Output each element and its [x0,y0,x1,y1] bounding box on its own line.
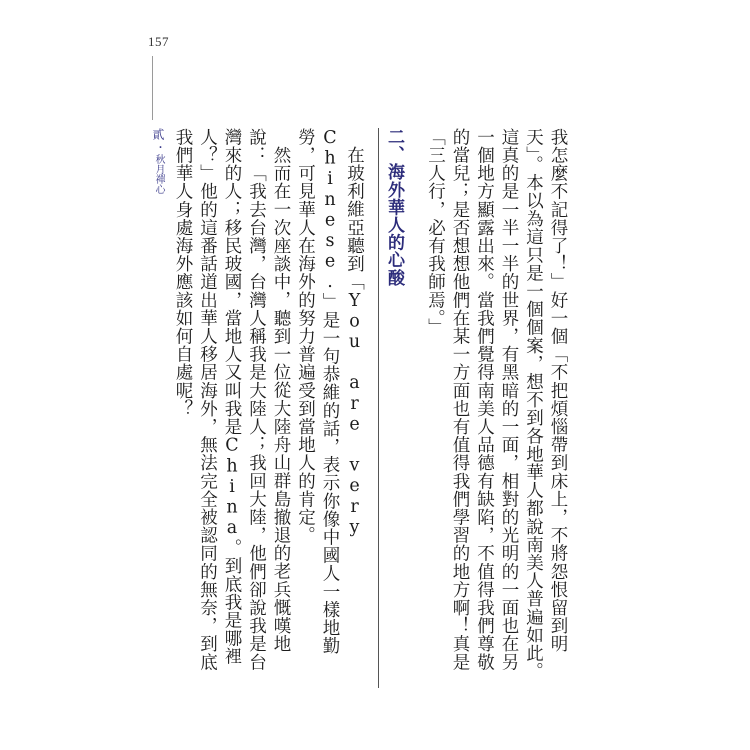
section-heading: 二、海外華人的心酸 [378,128,407,688]
paragraph: 然而在一次座談中，聽到一位從大陸舟山群島撤退的老兵慨嘆地說：「我去台灣，台灣人稱我是大陸人；我回大陸，他們卻說我是台灣來的人；移民玻國，當地人又叫我是China。到底我是哪裡人？」他的這番話道出華人移居海外，無法完全被認同的無奈，到底我們華人身處海外應該如何自處呢？ [173,128,291,671]
running-head-separator: ・ [153,142,164,152]
body-text [173,128,570,688]
running-head-section: 秋月禪心 [153,154,164,194]
paragraph: 在玻利維亞聽到「You are very Chinese.」是一句恭維的話，表示你像中國人一樣地勤勞，可見華人在海外的努力普遍受到當地人的肯定。 [295,128,365,655]
margin-rule [152,56,153,120]
running-head-chapter: 貳 [151,128,165,140]
running-head [142,128,166,194]
page-number: 157 [148,34,169,49]
paragraph-continued: 我怎麼不記得了！」好一個「不把煩惱帶到床上，不將怨恨留到明天」。本以為這只是一個個案，想不到各地華人都說南美人普遍如此。這真的是一半一半的世界，有黑暗的一面，相對的光明的一面也在另一個地方顯露出來。當我們覺得南美人品德有缺陷，不值得我們尊敬的當兒；是否想想他們在某一方面也有值得我們學習的地方啊！真是「三人行，必有我師焉。」 [425,128,568,681]
